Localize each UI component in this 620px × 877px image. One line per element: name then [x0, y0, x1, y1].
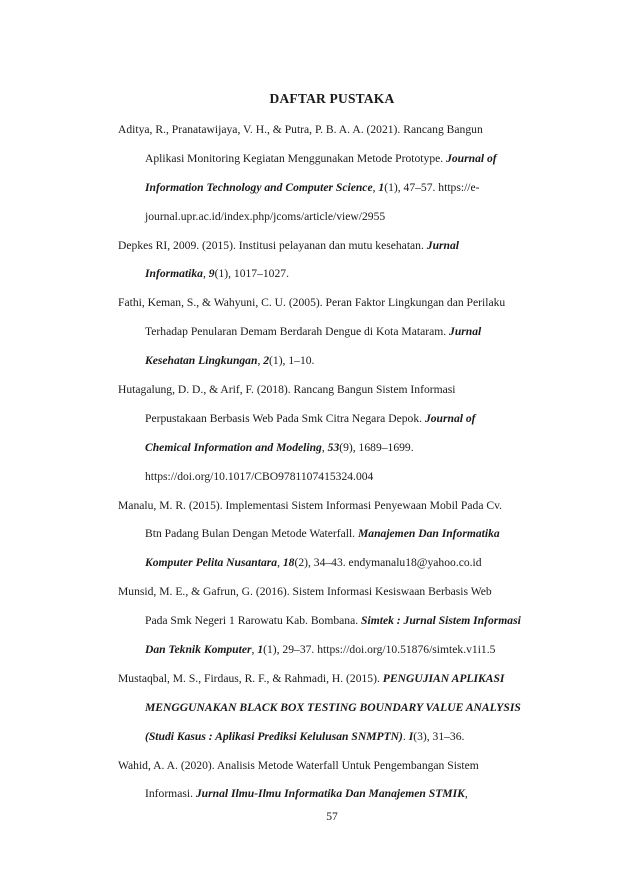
reference-line: [118, 497, 538, 526]
reference-italic-text: (Studi Kasus : Aplikasi Prediksi Kelulusan SNMPTN): [145, 729, 403, 743]
reference-line: [118, 410, 538, 439]
reference-line: [118, 699, 538, 728]
reference-italic-text: 9: [208, 267, 215, 281]
reference-text: (1), 1–10.: [269, 354, 315, 368]
reference-text: ,: [251, 643, 258, 657]
reference-italic-text: 2: [263, 354, 270, 368]
reference-text: Btn Padang Bulan Dengan Metode Waterfall.: [145, 527, 358, 541]
reference-line: [118, 728, 538, 757]
reference-text: journal.upr.ac.id/index.php/jcoms/article/view/2955: [145, 209, 386, 223]
reference-line: [118, 121, 538, 150]
reference-text: (1), 1017–1027.: [214, 267, 289, 281]
reference-italic-text: 1: [378, 180, 385, 194]
reference-line: [118, 612, 538, 641]
reference-text: Informasi.: [145, 787, 196, 801]
reference-text: ,: [372, 180, 379, 194]
reference-italic-text: Kesehatan Lingkungan: [145, 354, 258, 368]
reference-line: [118, 641, 538, 670]
reference-line: [118, 294, 538, 323]
reference-italic-text: Komputer Pelita Nusantara: [145, 556, 278, 570]
reference-text: .: [402, 729, 409, 743]
reference-text: ,: [321, 440, 328, 454]
reference-text: ,: [202, 267, 209, 281]
reference-italic-text: Information Technology and Computer Science: [145, 180, 373, 194]
reference-italic-text: 53: [327, 440, 340, 454]
page-title: DAFTAR PUSTAKA: [269, 91, 395, 106]
reference-text: Depkes RI, 2009. (2015). Institusi pelayanan dan mutu kesehatan.: [118, 238, 427, 252]
reference-italic-text: Jurnal: [449, 325, 482, 339]
reference-line: [118, 323, 538, 352]
reference-text: Terhadap Penularan Demam Berdarah Dengue di Kota Mataram.: [145, 325, 450, 339]
reference-text: https://doi.org/10.1017/CBO9781107415324.004: [145, 469, 374, 483]
reference-italic-text: Jurnal: [426, 238, 460, 252]
reference-text: Mustaqbal, M. S., Firdaus, R. F., & Rahmadi, H. (2015).: [118, 671, 383, 685]
reference-list: [118, 121, 538, 814]
reference-text: Perpustakaan Berbasis Web Pada Smk Citra Negara Depok.: [145, 411, 425, 425]
reference-italic-text: MENGGUNAKAN BLACK BOX TESTING BOUNDARY VALUE ANALYSIS: [145, 700, 521, 714]
reference-italic-text: PENGUJIAN APLIKASI: [382, 671, 505, 685]
reference-line: [118, 525, 538, 554]
reference-text: (9), 1689–1699.: [339, 440, 414, 454]
reference-line: [118, 670, 538, 699]
reference-italic-text: Simtek : Jurnal Sistem Informasi: [361, 614, 521, 628]
reference-italic-text: Dan Teknik Komputer: [145, 643, 252, 657]
reference-text: Aplikasi Monitoring Kegiatan Menggunakan Metode Prototype.: [145, 151, 447, 165]
reference-italic-text: 1: [257, 643, 264, 657]
reference-line: [118, 179, 538, 208]
reference-line: [118, 208, 538, 237]
reference-italic-text: Jurnal Ilmu-Ilmu Informatika Dan Manajemen STMIK: [195, 787, 465, 801]
reference-line: [118, 554, 538, 583]
reference-line: [118, 468, 538, 497]
reference-text: ,: [277, 556, 283, 570]
reference-line: [118, 439, 538, 468]
reference-text: (2), 34–43. endymanalu18@yahoo.co.id: [294, 556, 482, 570]
reference-line: [118, 265, 538, 294]
reference-text: Aditya, R., Pranatawijaya, V. H., & Putra, P. B. A. A. (2021). Rancang Bangun: [118, 123, 483, 136]
reference-italic-text: Manajemen Dan Informatika: [357, 527, 500, 541]
reference-text: (1), 29–37. https://doi.org/10.51876/simtek.v1i1.5: [263, 643, 496, 657]
reference-text: Pada Smk Negeri 1 Rarowatu Kab. Bombana.: [145, 614, 362, 628]
reference-line: [118, 583, 538, 612]
reference-line: [118, 352, 538, 381]
reference-text: ,: [464, 787, 468, 801]
reference-text: Hutagalung, D. D., & Arif, F. (2018). Rancang Bangun Sistem Informasi: [118, 383, 456, 397]
reference-text: Fathi, Keman, S., & Wahyuni, C. U. (2005). Peran Faktor Lingkungan dan Perilaku: [118, 296, 506, 310]
reference-text: (1), 47–57. https://e-: [384, 180, 480, 194]
reference-text: Munsid, M. E., & Gafrun, G. (2016). Sistem Informasi Kesiswaan Berbasis Web: [118, 585, 492, 599]
reference-line: [118, 381, 538, 410]
reference-italic-text: Journal of: [446, 151, 497, 165]
reference-text: (3), 31–36.: [413, 729, 465, 743]
reference-italic-text: I: [408, 729, 414, 743]
reference-line: [118, 237, 538, 266]
reference-line: [118, 150, 538, 179]
reference-text: ,: [257, 354, 264, 368]
reference-italic-text: Informatika: [145, 267, 203, 281]
reference-text: Wahid, A. A. (2020). Analisis Metode Waterfall Untuk Pengembangan Sistem: [118, 758, 479, 772]
reference-italic-text: 18: [282, 556, 295, 570]
page-number: 57: [326, 810, 338, 823]
reference-line: [118, 757, 538, 786]
reference-italic-text: Journal of: [424, 411, 476, 425]
reference-italic-text: Chemical Information and Modeling: [145, 440, 322, 454]
reference-text: Manalu, M. R. (2015). Implementasi Sistem Informasi Penyewaan Mobil Pada Cv.: [118, 498, 503, 512]
